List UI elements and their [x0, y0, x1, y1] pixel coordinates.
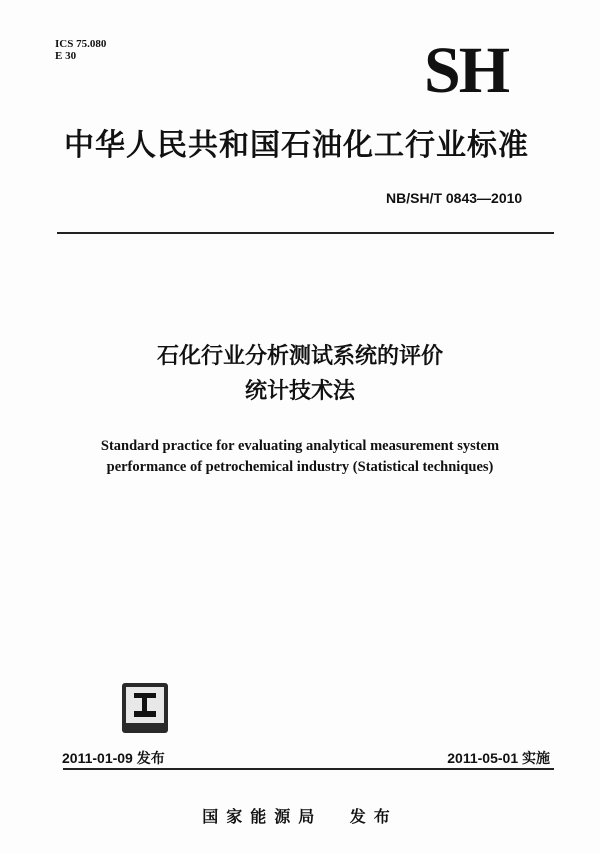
- ccs-code: E 30: [55, 50, 77, 62]
- header-divider: [57, 232, 554, 234]
- title-en-line1: Standard practice for evaluating analytical measurement system: [100, 438, 500, 454]
- classification-codes: [55, 38, 106, 62]
- issuer-name: 国家能源局: [202, 807, 323, 826]
- sh-logo: SH: [424, 34, 509, 107]
- issue-date: 2011-01-09 发布: [62, 750, 165, 766]
- standard-code: NB/SH/T 0843—2010: [386, 190, 523, 206]
- issuer-line: [0, 804, 600, 827]
- footer-divider: [63, 768, 554, 770]
- publisher-stamp-icon: [122, 683, 168, 733]
- title-cn-line2: 统计技术法: [244, 379, 355, 404]
- issuer-action: 发布: [349, 807, 398, 826]
- standard-category: 中华人民共和国石油化工行业标准: [64, 128, 529, 163]
- effective-date: 2011-05-01 实施: [447, 750, 550, 766]
- title-en-line2: performance of petrochemical industry (Statistical techniques): [106, 459, 494, 475]
- ics-code: ICS 75.080: [55, 38, 107, 50]
- title-cn-line1: 石化行业分析测试系统的评价: [156, 344, 443, 369]
